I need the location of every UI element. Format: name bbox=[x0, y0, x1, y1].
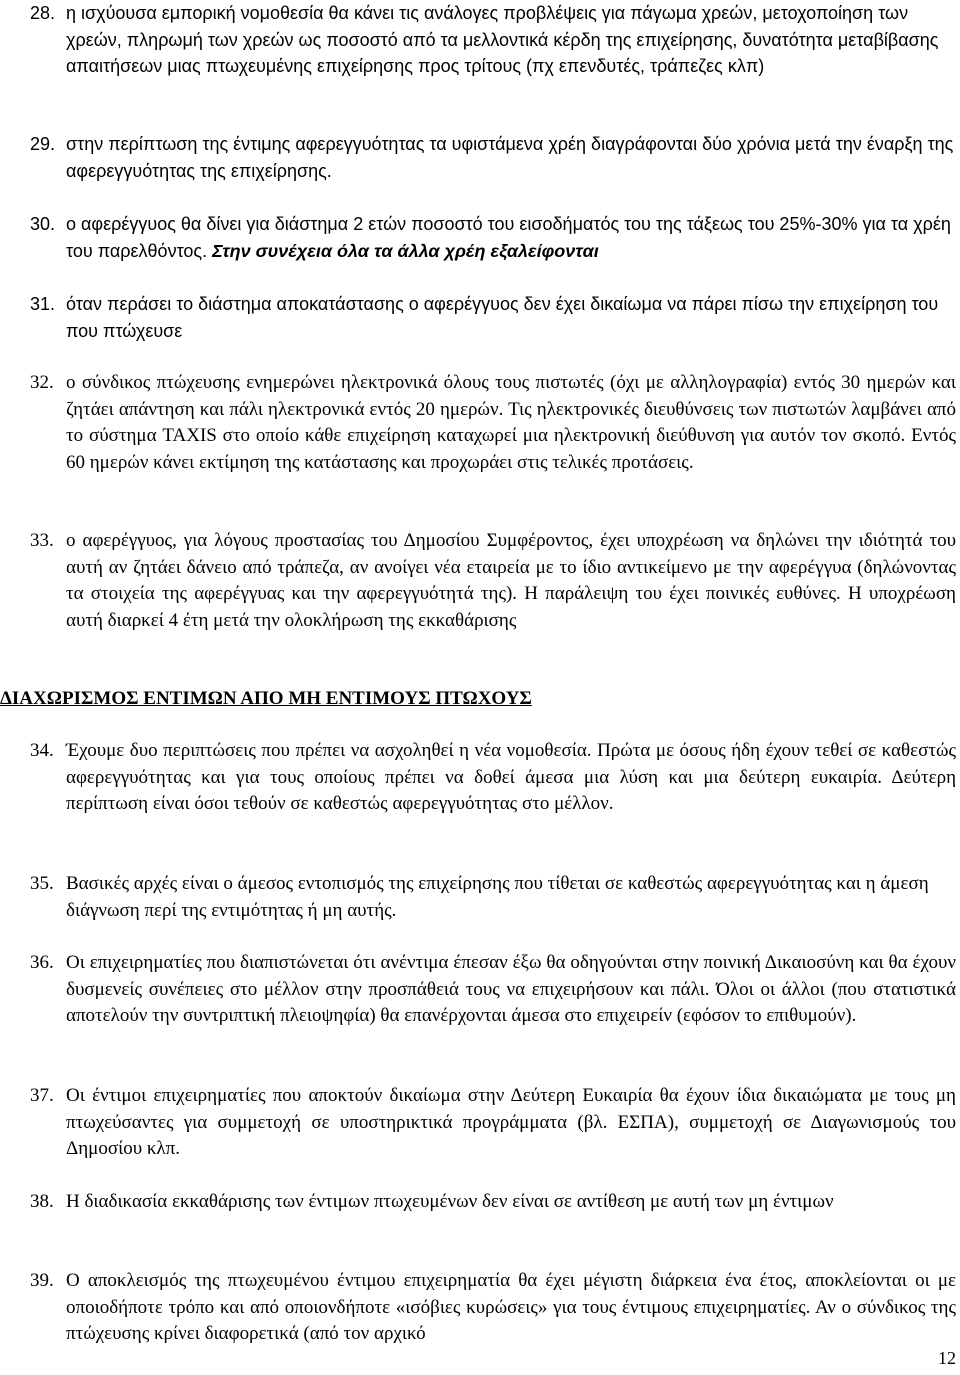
item-text: η ισχύουσα εμπορική νομοθεσία θα κάνει τις ανάλογες προβλέψεις για πάγωμα χρεών, μετοχοποίηση των χρεών, πληρωμή των χρεών ως ποσοστό από τα μελλοντικά κέρδη της επιχείρησης, δυνατότητα μεταβίβασης απαιτήσεων μιας πτωχευμένης επιχείρησης προς τρίτους (πχ επενδυτές, τράπεζες κλπ) bbox=[66, 3, 939, 76]
item-number: 32. bbox=[30, 372, 54, 393]
item-text: Έχουμε δυο περιπτώσεις που πρέπει να ασχοληθεί η νέα νομοθεσία. Πρώτα με όσους ήδη έχουν τεθεί σε καθεστώς αφερεγγυότητας και για τους οποίους πρέπει να δοθεί άμεσα μια λύση και μια δεύτερη ευκαιρία. Δεύτερη περίπτωση είναι όσοι τεθούν σε καθεστώς αφερεγγυότητας στο μέλλον. bbox=[66, 740, 956, 814]
item-emphasis: Στην συνέχεια όλα τα άλλα χρέη εξαλείφονται bbox=[212, 240, 599, 261]
list-item bbox=[30, 1083, 956, 1163]
page-number: 12 bbox=[938, 1348, 956, 1368]
list-item bbox=[30, 1268, 956, 1348]
item-number: 29. bbox=[30, 134, 56, 154]
item-number: 36. bbox=[30, 952, 54, 973]
item-number: 38. bbox=[30, 1191, 54, 1212]
item-text: Οι έντιμοι επιχειρηματίες που αποκτούν δικαίωμα στην Δεύτερη Ευκαιρία θα έχουν ίδια δικαιώματα με τους μη πτωχεύσαντες για συμμετοχή σε υποστηρικτικά προγράμματα (βλ. ΕΣΠΑ), συμμετοχή σε Διαγωνισμούς του Δημοσίου κλπ. bbox=[66, 1085, 956, 1159]
item-text: ο αφερέγγυος, για λόγους προστασίας του Δημοσίου Συμφέροντος, έχει υποχρέωση να δηλώνει την ιδιότητά του αυτή αν ζητάει δάνειο από τράπεζα, αν ανοίγει νέα εταιρεία με το ίδιο αντικείμενο με την αφερέγγυα (δηλώνοντας τα στοιχεία της αφερέγγυας και την αφερεγγυότητά της). Η παράλειψη του έχει ποινικές ευθύνες. Η υποχρέωση αυτή διαρκεί 4 έτη μετά την ολοκλήρωση της εκκαθάρισης bbox=[66, 530, 956, 631]
list-item bbox=[30, 291, 956, 344]
list-item bbox=[30, 871, 956, 924]
list-item bbox=[30, 211, 956, 264]
item-text: ο σύνδικος πτώχευσης ενημερώνει ηλεκτρονικά όλους τους πιστωτές (όχι με αλληλογραφία) εντός 30 ημερών και ζητάει απάντηση και πάλι ηλεκτρονικά εντός 20 ημερών. Τις ηλεκτρονικές διευθύνσεις των πιστωτών λαμβάνει από το σύστημα TAXIS στο οποίο κάθε επιχείρηση καταχωρεί μια ηλεκτρονική διεύθυνση για αυτόν τον σκοπό. Εντός 60 ημερών κάνει εκτίμηση της κατάστασης και προχωράει στις τελικές προτάσεις. bbox=[66, 372, 956, 473]
item-text: Ο αποκλεισμός της πτωχευμένου έντιμου επιχειρηματία θα έχει μέγιστη διάρκεια ένα έτος, αποκλείονται οι με οποιοδήποτε τρόπο και από οποιονδήποτε «ισόβιες κυρώσεις» για τους έντιμους επιχειρηματίες. Αν ο σύνδικος της πτώχευσης κρίνει διαφορετικά (από τον αρχικό bbox=[66, 1270, 956, 1344]
item-number: 39. bbox=[30, 1270, 54, 1291]
item-number: 31. bbox=[30, 294, 56, 314]
item-number: 37. bbox=[30, 1085, 54, 1106]
list-item bbox=[30, 950, 956, 1030]
item-number: 35. bbox=[30, 873, 54, 894]
item-number: 34. bbox=[30, 740, 54, 761]
item-text-wrap bbox=[66, 211, 956, 264]
list-item bbox=[30, 738, 956, 818]
list-item bbox=[30, 131, 956, 184]
item-text: Βασικές αρχές είναι ο άμεσος εντοπισμός της επιχείρησης που τίθεται σε καθεστώς αφερεγγυότητας και η άμεση διάγνωση περί της εντιμότητας ή μη αυτής. bbox=[66, 873, 929, 921]
item-text: στην περίπτωση της έντιμης αφερεγγυότητας τα υφιστάμενα χρέη διαγράφονται δύο χρόνια μετά την έναρξη της αφερεγγυότητας της επιχείρησης. bbox=[66, 134, 954, 181]
item-number: 28. bbox=[30, 3, 56, 23]
item-text: Οι επιχειρηματίες που διαπιστώνεται ότι ανέντιμα έπεσαν έξω θα οδηγούνται στην ποινική Δικαιοσύνη και θα έχουν δυσμενείς συνέπειες στο μέλλον στην προσπάθειά τους να επιχειρήσουν και πάλι. Όλοι οι άλλοι (που στατιστικά αποτελούν την συντριπτική πλειοψηφία) θα επανέρχονται άμεσα στο επιχειρείν (εφόσον το επιθυμούν). bbox=[66, 952, 956, 1026]
item-number: 33. bbox=[30, 530, 54, 551]
section-heading: ΔΙΑΧΩΡΙΣΜΟΣ ΕΝΤΙΜΩΝ ΑΠΟ ΜΗ ΕΝΤΙΜΟΥΣ ΠΤΩΧΟΥΣ bbox=[0, 688, 532, 709]
list-item bbox=[30, 0, 956, 80]
item-text: ο αφερέγγυος θα δίνει για διάστημα 2 ετών ποσοστό του εισοδήματός του της τάξεως του 25%-30% για τα χρέη του παρελθόντος. bbox=[66, 214, 951, 261]
item-number: 30. bbox=[30, 214, 56, 234]
list-item bbox=[30, 370, 956, 476]
list-item bbox=[30, 1189, 956, 1216]
list-item bbox=[30, 528, 956, 634]
item-text: Η διαδικασία εκκαθάρισης των έντιμων πτωχευμένων δεν είναι σε αντίθεση με αυτή των μη έντιμων bbox=[66, 1191, 834, 1212]
item-text: όταν περάσει το διάστημα αποκατάστασης ο αφερέγγυος δεν έχει δικαίωμα να πάρει πίσω την επιχείρηση του που πτώχευσε bbox=[66, 294, 939, 341]
